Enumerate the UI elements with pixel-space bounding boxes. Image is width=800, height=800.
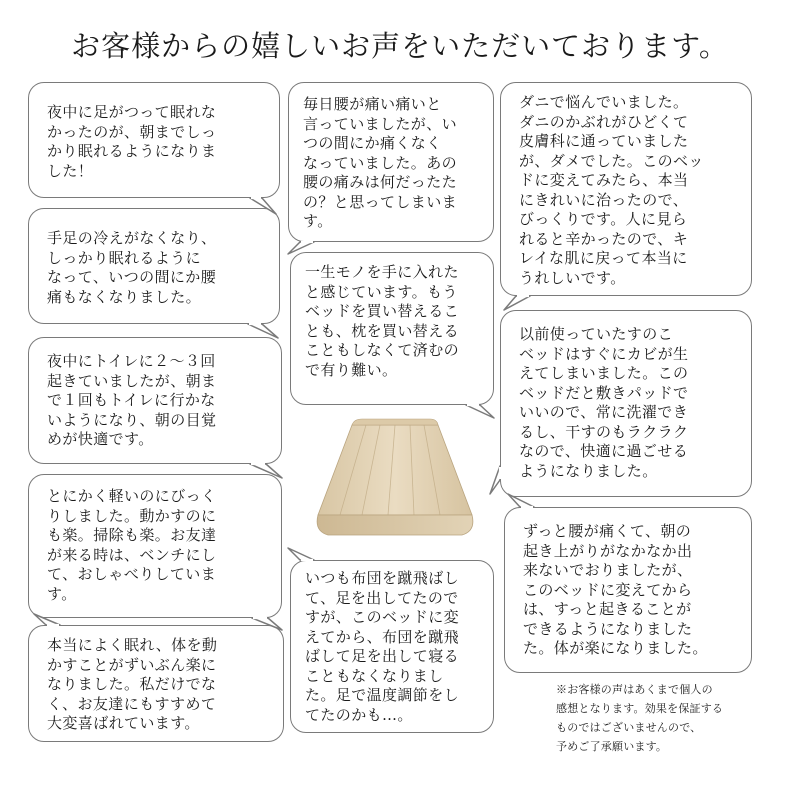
testimonial-2: 手足の冷えがなくなり、 しっかり眠れるように なって、いつの間にか腰 痛もなくなりました。 bbox=[28, 208, 280, 324]
testimonial-9: ダニで悩んでいました。 ダニのかぶれがひどくて 皮膚科に通っていました が、ダメでした。このベッ ドに変えてみたら、本当 にきれいに治ったので、 びっくりです。人に見ら れると辛かったので、キ レイな肌に戻って本当に うれしいです。 bbox=[500, 82, 752, 296]
testimonial-10: 以前使っていたすのこ ベッドはすぐにカビが生 えてしまいました。この ベッドだと敷きパッドで いいので、常に洗濯でき るし、干すのもラクラク なので、快適に過ごせる ようになりました。 bbox=[500, 310, 752, 497]
testimonial-11: ずっと腰が痛くて、朝の 起き上がりがなかなか出 来ないでおりましたが、 このベッドに変えてから は、すっと起きることが できるようになりました た。体が楽になりました。 bbox=[504, 507, 752, 673]
testimonial-7: 一生モノを手に入れた と感じています。もう ベッドを買い替えるこ とも、枕を買い替える こともしなくて済むの で有り難い。 bbox=[290, 252, 494, 405]
page-title: お客様からの嬉しいお声をいただいております。 bbox=[71, 29, 729, 63]
disclaimer-note: ※お客様の声はあくまで個人の 感想となります。効果を保証する ものではございませんので、 予めご了承願います。 bbox=[556, 683, 724, 753]
testimonial-6: 毎日腰が痛い痛いと 言っていましたが、い つの間にか痛くなく なっていました。あの 腰の痛みは何だったた の？と思ってしまいま す。 bbox=[288, 82, 494, 242]
testimonial-1: 夜中に足がつって眠れな かったのが、朝までしっ かり眠れるようになりま した！ bbox=[28, 82, 280, 198]
testimonial-4: とにかく軽いのにびっく りしました。動かすのに も楽。掃除も楽。お友達 が来る時は、ベンチにし て、おしゃべりしていま す。 bbox=[28, 474, 282, 618]
testimonial-3: 夜中にトイレに２～３回 起きていましたが、朝ま で１回もトイレに行かな いようになり、朝の目覚 めが快適です。 bbox=[28, 337, 282, 464]
wooden-bed-frame-image bbox=[310, 415, 490, 545]
testimonial-8: いつも布団を蹴飛ばし て、足を出してたので すが、このベッドに変 えてから、布団を蹴飛 ばして足を出して寝る こともなくなりまし た。足で温度調節をし てたのかも…。 bbox=[290, 560, 494, 733]
testimonial-5: 本当によく眠れ、体を動 かすことがずいぶん楽に なりました。私だけでな く、お友達にもすすめて 大変喜ばれています。 bbox=[28, 625, 284, 742]
